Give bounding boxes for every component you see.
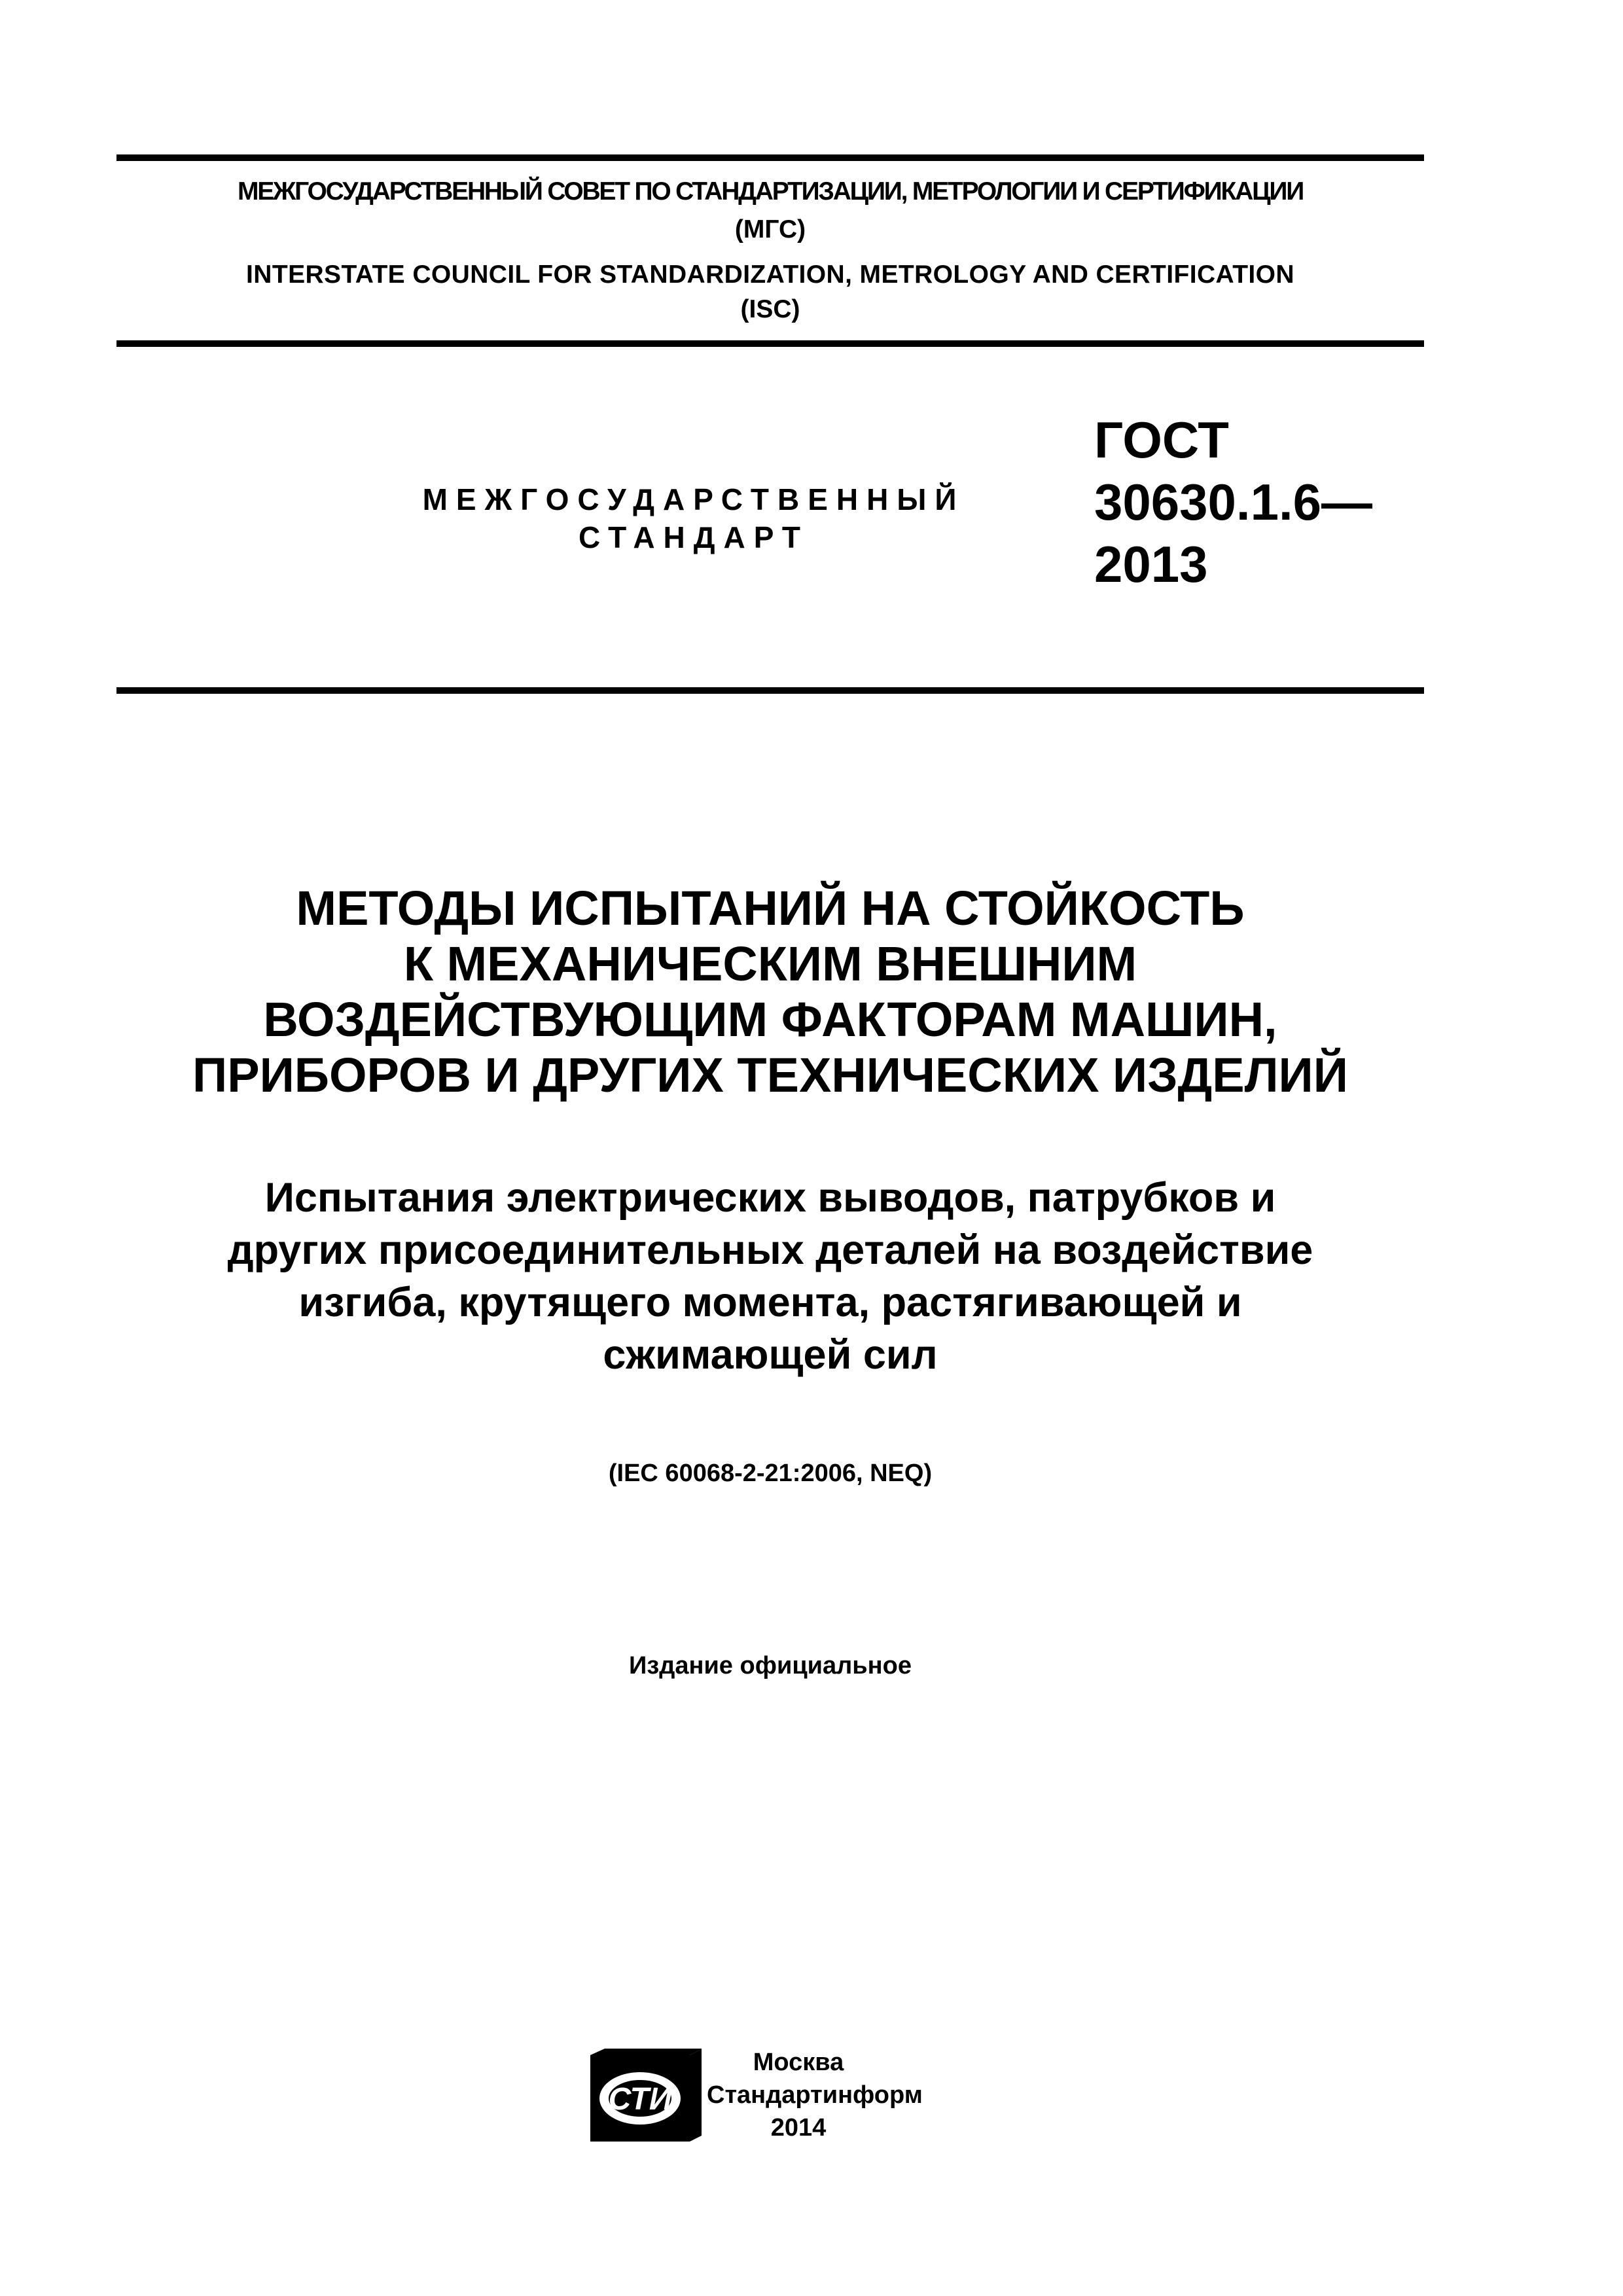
council-name-en: INTERSTATE COUNCIL FOR STANDARDIZATION, METROLOGY AND CERTIFICATION	[246, 260, 1294, 289]
title-line: ПРИБОРОВ И ДРУГИХ ТЕХНИЧЕСКИХ ИЗДЕЛИЙ	[192, 1048, 1348, 1102]
imprint-publisher: Стандартинформ	[707, 2081, 923, 2109]
edition-label: Издание официальное	[629, 1652, 912, 1679]
subtitle-line: других присоединительных деталей на воздействие	[227, 1227, 1313, 1273]
publisher-imprint	[707, 2046, 923, 2144]
header-divider	[116, 340, 1424, 347]
council-abbr-en: (ISC)	[740, 295, 800, 323]
document-subtitle	[116, 1172, 1424, 1381]
designation-divider	[116, 687, 1424, 694]
standard-type	[366, 480, 1021, 556]
designation-line: 30630.1.6—	[1094, 473, 1373, 531]
title-line: МЕТОДЫ ИСПЫТАНИЙ НА СТОЙКОСТЬ	[296, 881, 1245, 935]
sti-logo-icon	[590, 2049, 702, 2147]
standard-type-line: СТАНДАРТ	[579, 520, 809, 554]
title-line: К МЕХАНИЧЕСКИМ ВНЕШНИМ	[403, 937, 1137, 991]
imprint-year: 2014	[770, 2114, 827, 2142]
council-abbr-ru: (МГС)	[734, 215, 806, 243]
designation-line: 2013	[1094, 535, 1208, 593]
publisher-logo	[590, 2049, 702, 2147]
standard-designation	[1094, 409, 1372, 596]
standard-type-line: МЕЖГОСУДАРСТВЕННЫЙ	[422, 482, 965, 516]
title-line: ВОЗДЕЙСТВУЮЩИМ ФАКТОРАМ МАШИН,	[263, 992, 1277, 1047]
imprint-city: Москва	[753, 2049, 844, 2076]
subtitle-line: изгиба, крутящего момента, растягивающей и	[298, 1280, 1242, 1325]
designation-line: ГОСТ	[1094, 411, 1229, 469]
logo-text: СТИ	[608, 2082, 672, 2117]
subtitle-line: сжимающей сил	[603, 1332, 938, 1378]
iec-reference: (IEC 60068-2-21:2006, NEQ)	[608, 1460, 933, 1487]
document-title	[116, 880, 1424, 1103]
subtitle-line: Испытания электрических выводов, патрубков и	[264, 1175, 1276, 1221]
council-name-ru: МЕЖГОСУДАРСТВЕННЫЙ СОВЕТ ПО СТАНДАРТИЗАЦИИ, МЕТРОЛОГИИ И СЕРТИФИКАЦИИ	[237, 177, 1304, 206]
top-rule	[116, 154, 1424, 161]
